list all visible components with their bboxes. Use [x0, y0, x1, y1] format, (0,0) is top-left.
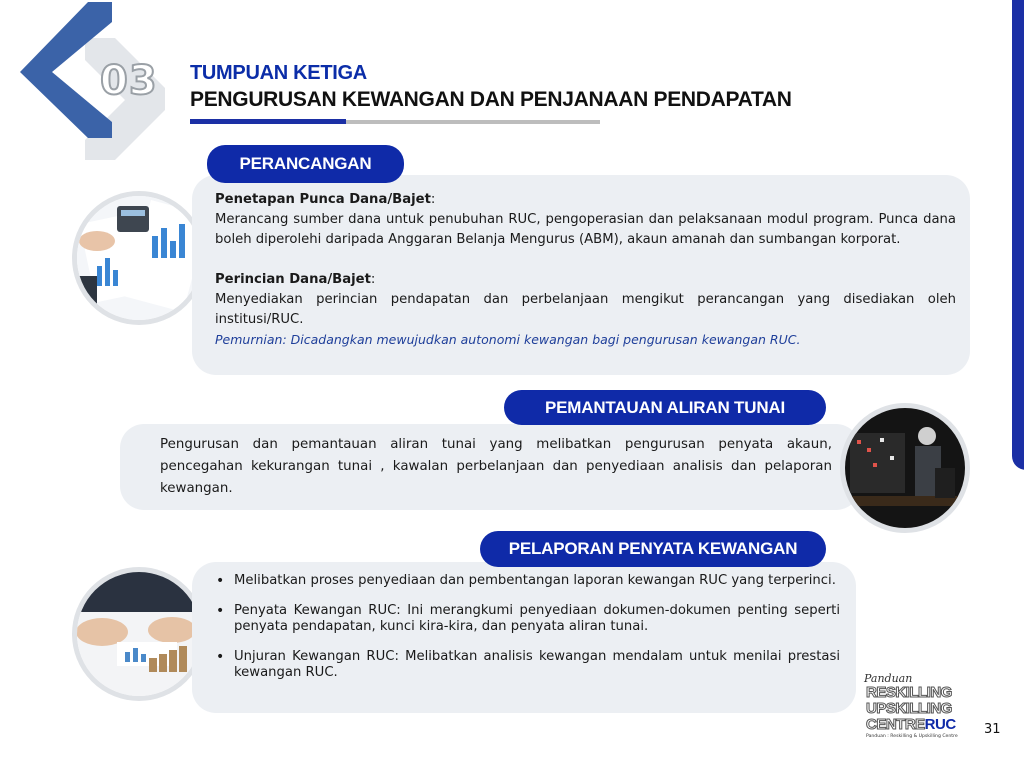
office-worker-photo	[840, 403, 970, 533]
item2-colon: :	[370, 272, 376, 287]
pemantauan-body: Pengurusan dan pemantauan aliran tunai yang melibatkan pengurusan penyata akaun, pencegahan kekurangan tunai , kawalan perbelanjaan dan penyediaan analisis dan pelaporan kewangan.	[160, 437, 832, 496]
page-title: PENGURUSAN KEWANGAN DAN PENJANAAN PENDAPATAN	[190, 88, 792, 111]
pemantauan-label: PEMANTAUAN ALIRAN TUNAI	[504, 390, 826, 425]
ruc-logo	[862, 672, 972, 746]
list-item: • Penyata Kewangan RUC: Ini merangkumi penyediaan dokumen-dokumen penting seperti penyata pendapatan, kunci kira-kira, dan penyata aliran tunai.	[214, 603, 840, 635]
logo-tagline: Panduan : Reskilling & Upskilling Centre	[866, 734, 958, 739]
item1-body: Merancang sumber dana untuk penubuhan RUC, pengoperasian dan pelaksanaan modul program. Punca dana boleh diperolehi daripada Anggaran Belanja Mengurus (ABM), akaun amanah dan sumbangan korporat.	[215, 212, 956, 247]
finance-report-photo	[72, 567, 206, 701]
page-number: 31	[984, 722, 1001, 737]
section-title: TUMPUAN KETIGA	[190, 62, 367, 84]
item1-colon: :	[430, 192, 436, 207]
logo-line1: RESKILLING	[866, 684, 952, 701]
item2-heading: Perincian Dana/Bajet	[215, 272, 371, 287]
pelaporan-list	[214, 573, 840, 695]
pelaporan-label: PELAPORAN PENYATA KEWANGAN	[480, 531, 826, 567]
title-underline-blue	[190, 119, 346, 124]
logo-line3a: CENTRE	[866, 716, 925, 733]
perancangan-content	[215, 190, 956, 350]
section-number: 03	[100, 58, 158, 104]
perancangan-note: Pemurnian: Dicadangkan mewujudkan autonomi kewangan bagi pengurusan kewangan RUC.	[215, 332, 801, 347]
right-accent-bar	[1012, 0, 1024, 470]
perancangan-label: PERANCANGAN	[207, 145, 404, 183]
logo-line3	[866, 716, 956, 733]
list-item: • Melibatkan proses penyediaan dan pembentangan laporan kewangan RUC yang terperinci.	[214, 573, 840, 589]
item2-body: Menyediakan perincian pendapatan dan perbelanjaan mengikut perancangan yang disediakan oleh institusi/RUC.	[215, 292, 956, 327]
logo-line3b: RUC	[924, 716, 956, 733]
budget-photo	[72, 191, 206, 325]
logo-line2: UPSKILLING	[866, 700, 952, 717]
logo-script: Panduan	[864, 672, 913, 685]
list-item: • Unjuran Kewangan RUC: Melibatkan analisis kewangan mendalam untuk menilai prestasi kewangan RUC.	[214, 649, 840, 681]
item1-heading: Penetapan Punca Dana/Bajet	[215, 192, 431, 207]
